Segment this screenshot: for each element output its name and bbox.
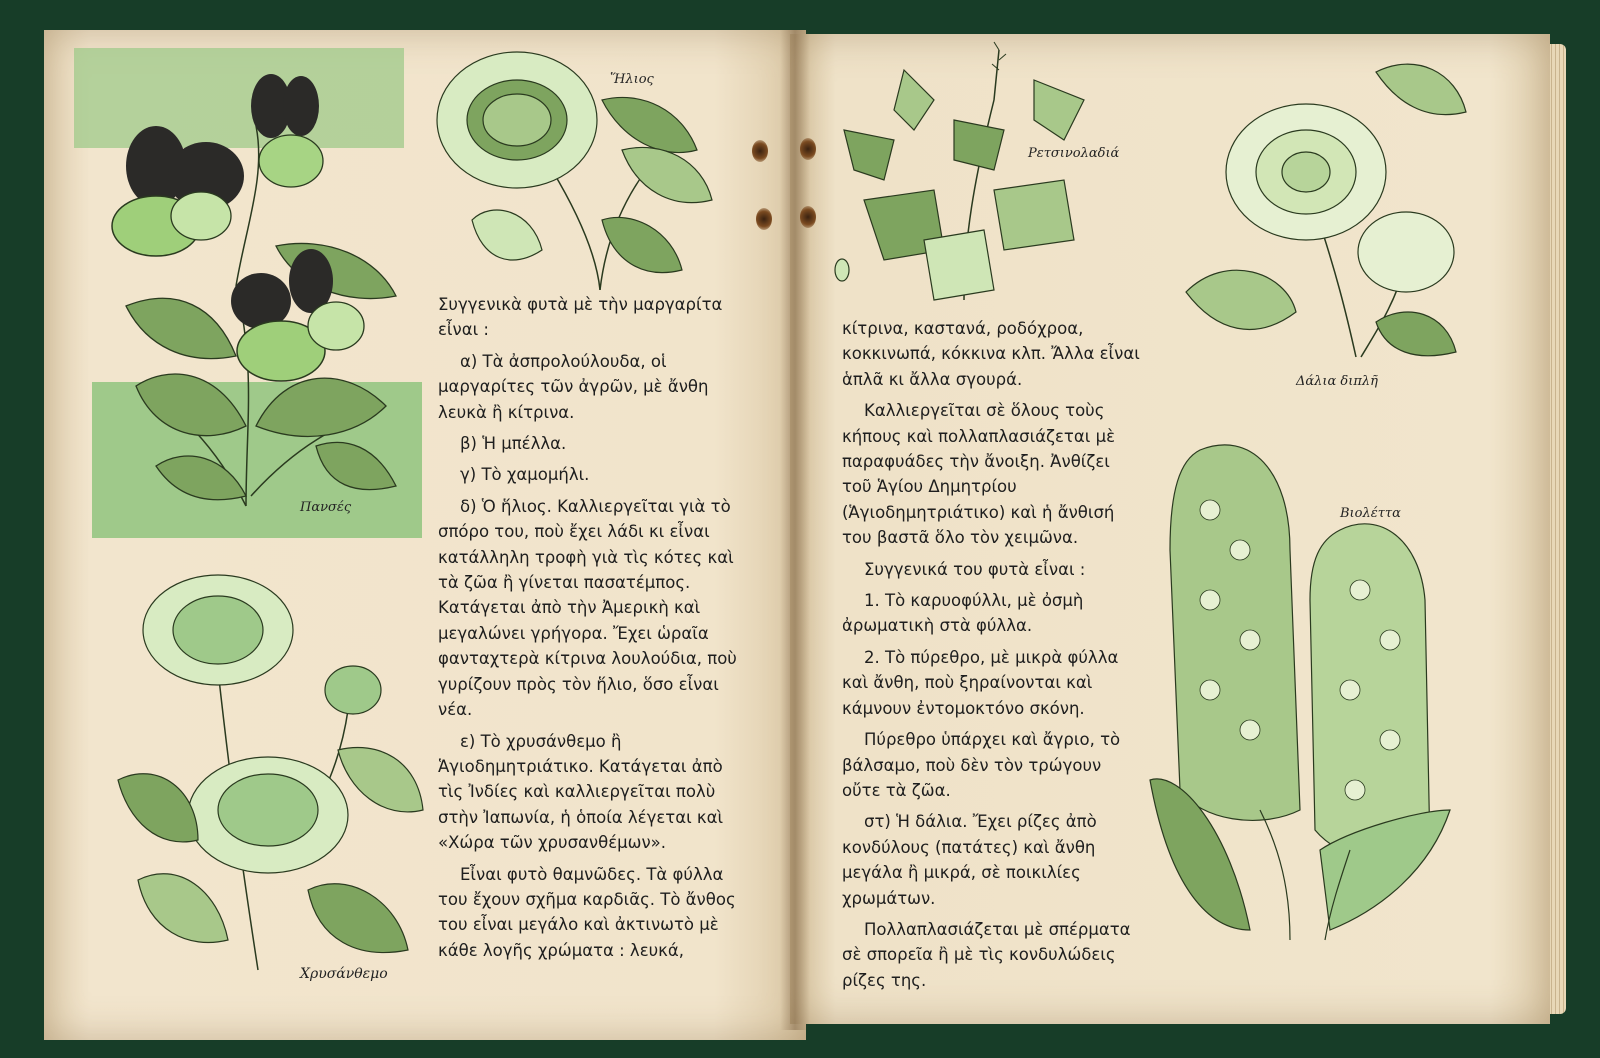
chrysanthemum-icon (108, 560, 428, 980)
castor-caption: Ρετσινολαδιά (1028, 146, 1120, 161)
paragraph: κίτρινα, καστανά, ροδόχροα, κοκκινωπά, κόκκινα κλπ. Ἄλλα εἶναι ἁπλᾶ κι ἄλλα σγουρά. (842, 319, 1140, 389)
paragraph: α) Τὰ ἀσπρολούλουδα, οἱ μαργαρίτες τῶν ἀγρῶν, μὲ ἄνθη λευκὰ ἢ κίτρινα. (438, 351, 709, 422)
paragraph: 1. Τὸ καρυοφύλλι, μὲ ὀσμὴ ἀρωματικὴ στὰ φύλλα. (842, 591, 1084, 636)
pansy-icon (96, 66, 416, 526)
paragraph: Πύρεθρο ὑπάρχει καὶ ἄγριο, τὸ βάλσαμο, ποὺ δὲν τὸν τρώγουν οὔτε τὰ ζῶα. (842, 730, 1121, 800)
double-dahlia-icon (1176, 52, 1476, 362)
paragraph: Πολλαπλασιάζεται μὲ σπέρματα σὲ σπορεῖα ἢ μὲ τὶς κονδυλώδεις ρίζες της. (842, 919, 1131, 990)
paragraph: 2. Τὸ πύρεθρο, μὲ μικρὰ φύλλα καὶ ἄνθη, ποὺ ξηραίνονται καὶ κάμνουν ἐντομοκτόνο σκόνη. (842, 647, 1119, 718)
paragraph: Καλλιεργεῖται σὲ ὅλους τοὺς κήπους καὶ πολλαπλασιάζεται μὲ παραφυάδες τὴν ἄνοιξη. Ἀνθίζει τοῦ Ἁγίου Δημητρίου (Ἁγιοδημητριάτικο) καὶ ἡ ἄνθισή του βαστᾶ ὅλο τὸν χειμῶνα. (842, 401, 1115, 548)
binding-hole (800, 206, 816, 228)
paragraph: Εἶναι φυτὸ θαμνῶδες. Τὰ φύλλα του ἔχουν σχῆμα καρδιᾶς. Τὸ ἄνθος του εἶναι μεγάλο καὶ ἀκτινωτὸ μὲ κάθε λογῆς χρώματα : λευκά, (438, 864, 736, 960)
paragraph: δ) Ὁ ἥλιος. Καλλιεργεῖται γιὰ τὸ σπόρο του, ποὺ ἔχει λάδι κι εἶναι κατάλληλη τροφὴ γιὰ τὶς κότες καὶ τὰ ζῶα ἢ γίνεται πασατέμπος. Κατάγεται ἀπὸ τὴν Ἀμερικὴ καὶ μεγαλώνει γρήγορα. Ἔχει ὡραῖα φανταχτερὰ κίτρινα λουλούδια, ποὺ γυρίζουν πρὸς τὸν ἥλιο, ὅσο εἶναι νέα. (438, 496, 737, 720)
sunflower-caption: Ἥλιος (610, 72, 654, 87)
dahlia-caption: Δάλια διπλῆ (1296, 374, 1378, 389)
right-page-text (842, 316, 1142, 999)
binding-hole (756, 208, 772, 230)
paragraph: ε) Τὸ χρυσάνθεμο ἢ Ἁγιοδημητριάτικο. Κατάγεται ἀπὸ τὶς Ἰνδίες καὶ καλλιεργεῖται πολὺ στὴν Ἰαπωνία, ἡ ὁποία λέγεται καὶ «Χώρα τῶν χρυσανθέμων». (438, 731, 724, 853)
paragraph: γ) Τὸ χαμομήλι. (460, 465, 590, 485)
violet-caption: Βιολέττα (1340, 506, 1401, 521)
binding-hole (800, 138, 816, 160)
binding-hole (752, 140, 768, 162)
violet-hyacinth-icon (1140, 430, 1460, 950)
book-gutter (780, 30, 810, 1030)
paragraph: Συγγενικὰ φυτὰ μὲ τὴν μαργαρίτα εἶναι : (438, 295, 723, 340)
pansy-caption: Πανσές (300, 500, 352, 515)
paragraph: β) Ἡ μπέλλα. (460, 434, 567, 454)
sunflower-icon (432, 30, 722, 290)
paragraph: στ) Ἡ δάλια. Ἔχει ρίζες ἀπὸ κονδύλους (πατάτες) καὶ ἄνθη μεγάλα ἢ μικρά, σὲ ποικιλίες χρωμάτων. (842, 812, 1097, 908)
castor-plant-icon (834, 40, 1114, 310)
paragraph: Συγγενικά του φυτὰ εἶναι : (864, 559, 1086, 579)
chrysanthemum-caption: Χρυσάνθεμο (300, 966, 388, 982)
left-page-text (438, 292, 738, 969)
